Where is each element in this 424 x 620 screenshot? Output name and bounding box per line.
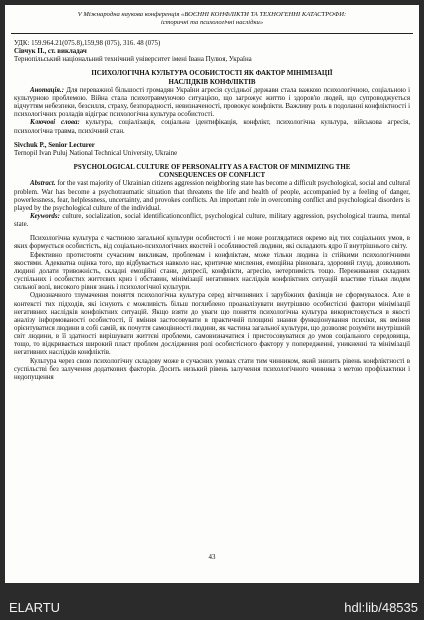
abstract-en-label: Abstract.	[30, 180, 56, 188]
header-line-2: історичні та психологічні наслідки»	[160, 19, 264, 26]
abstract-ua	[14, 87, 410, 120]
title-ua-line-1: ПСИХОЛОГІЧНА КУЛЬТУРА ОСОБИСТОСТІ ЯК ФАКТОР МІНІМІЗАЦІЇ	[91, 70, 333, 78]
body-paragraph-4: Культура через свою психологічну складову може в сучасних умовах стати тим чинником, який знизить рівень конфліктності в суспільстві без залучення додаткових факторів. Досить низький рівень залучення психологічного чинника з метою профілактики і недопущення	[14, 357, 410, 381]
repository-name: ELARTU	[9, 600, 61, 615]
udk-code: УДК: 159.964.21(075.8),159,98 (075), 316. 48 (075)	[14, 40, 161, 47]
abstract-ua-text: Для переважної більшості громадян України агресія сусідньої держави стала важкою психологічною, соціальною і культурною проблемою. Війна стала психотравмуючою ситуацією, що загрожує життю і здоров'ю людей, що супроводжується відчуттям небезпеки, безсилля, страху, безпорадності, невизначеності, провокує конфлікти. Важливу роль в подоланні конфліктності і психологічних розладів відіграє психологічна культура особистості.	[14, 86, 410, 119]
body-paragraph-3: Однозначного тлумачення поняття психологічна культура серед вітчизняних і зарубіжних фахівців не сформувалося. Але в контексті тих підходів, які існують є можливість більш поглиблено проаналізувати внутрішню особистісні фактори мінімізації негативних наслідків конфліктних ситуацій. Якщо взяти до уваги що поняття психологічна культура використовується в якості аналізу інформованості особистості, її вміння застосовувати в практичній площині знання функціонування психіки, як вміння орієнтуватися людини в собі самій, як почуття самоцінності людини, як частина загальної культури, що дозволяє розуміти внутрішній світ людини, в її здатності вирішувати життєві проблеми, самовизначатися і пристосовуватися до умов соціального середовища, тощо, то відкривається широкий пласт проблем дослідження ролі особистісного фактору у попередженні, уникненні та мінімізації негативних наслідків конфліктів.	[14, 292, 410, 357]
repository-footer-bar	[0, 590, 424, 620]
document-page	[5, 5, 419, 583]
article-body	[14, 40, 410, 382]
keywords-ua-label: Ключові слова:	[30, 119, 80, 127]
body-paragraph-1: Психологічна культура є частиною загальної культури особистості і не може розглядатися окремо від тих соціальних умов, в яких формується особистість, від соціально-психологічних якостей і особливостей людини, які складають ядро її внутрішнього світу.	[14, 235, 410, 251]
handle-id: hdl:lib/48535	[344, 600, 418, 615]
keywords-en-text: culture, socialization, social identificationconflict, psychological culture, military aggression, psychological trauma, mental state.	[14, 212, 410, 229]
keywords-ua-text: культура, соціалізація, соціальна ідентифікація, конфлікт, психологічна культура, військова агресія, психологічна травма, психічний стан.	[14, 119, 410, 135]
header-line-1: V Міжнародна наукова конференція «ВОЄННІ КОНФЛІКТИ ТА ТЕХНОГЕННІ КАТАСТРОФИ:	[77, 11, 347, 18]
affiliation-en: Ternopil Ivan Puluj National Technical University, Ukraine	[14, 149, 178, 157]
page-number: 43	[208, 553, 216, 561]
title-en-line-2: CONSEQUENCES OF CONFLICT	[158, 172, 266, 180]
abstract-ua-label: Анотація.:	[30, 86, 64, 94]
keywords-en-label: Keywords:	[30, 212, 60, 220]
keywords-en	[14, 213, 410, 229]
affiliation-ua: Тернопільський національний технічний університет імені Івана Пулюя, Україна	[14, 56, 252, 64]
abstract-en	[14, 180, 410, 213]
author-en: Sivchuk P., Senior Lecturer	[14, 141, 95, 149]
abstract-en-text: for the vast majority of Ukrainian citizens aggression neighboring state has become a difficult psychological, social and cultural problem. War has become a psychotraumatic situation that threatens the life and health of people, accompanied by a feeling of danger, powerlessness, fear, helplessness, uncertainty, and provokes conflicts. An important role in overcoming conflict and psychological disorders is played by the psychological culture of the individual.	[14, 180, 410, 212]
title-ua	[14, 70, 410, 86]
title-en-line-1: PSYCHOLOGICAL CULTURE OF PERSONALITY AS A FACTOR OF MINIMIZING THE	[73, 164, 351, 172]
conference-header	[11, 11, 413, 34]
body-paragraph-2: Ефективно протистояти сучасним викликам, проблемам і конфліктам, може тільки людина із стійкими психологічними якостями. Адекватна оцінка того, що відбувається навколо нас, критичне мислення, емоційна рівновага, здоровий глузд, дозволяють людині долати тривожність, складні емоційні стани, депресії, конфлікти, агресію, нетерпимість тощо. Переживання складних суспільних і особистих життєвих криз і обставин, мінімізації негативних наслідків конфліктних ситуацій властиве тільки людям сильної волі, високого рівня знань і психологічної культури.	[14, 251, 410, 292]
title-ua-line-2: НАСЛІДКІВ КОНФЛІКТІВ	[168, 78, 256, 86]
title-en	[14, 164, 410, 180]
author-ua: Сівчук П., ст. викладач	[14, 48, 87, 56]
keywords-ua	[14, 119, 410, 135]
